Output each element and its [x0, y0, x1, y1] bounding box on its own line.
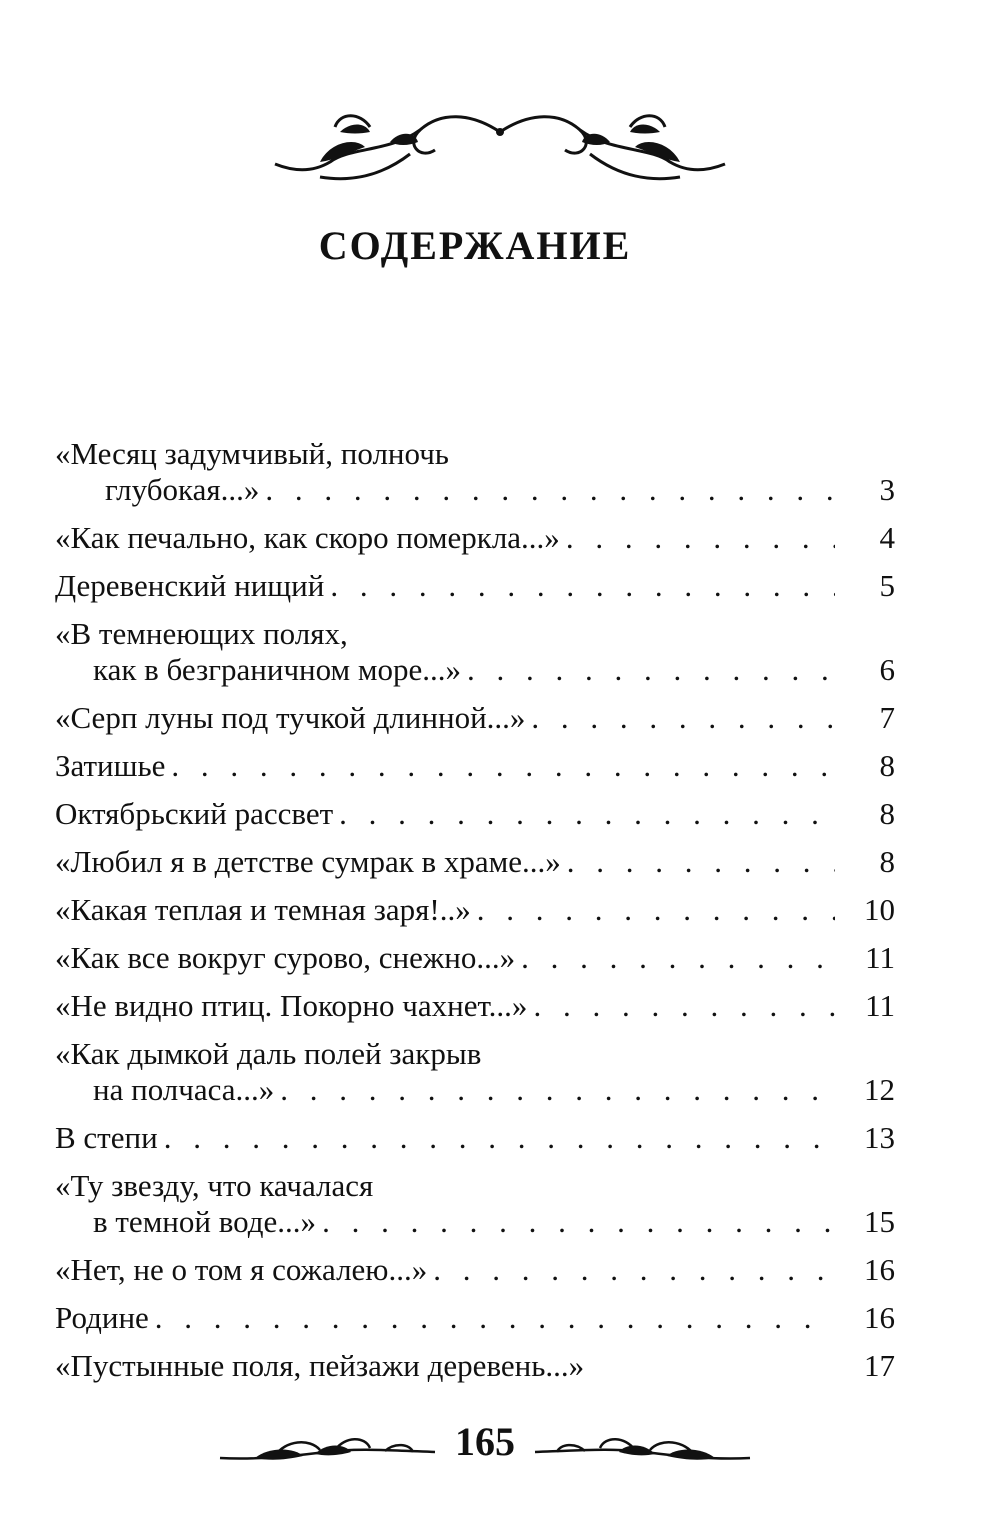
page-number: 165 [455, 1419, 515, 1464]
leader-dots [280, 1072, 835, 1108]
toc-entry-title-cont: как в безграничном море...» [93, 652, 462, 687]
toc-page-number: 11 [865, 940, 895, 975]
leader-dots [164, 1120, 835, 1156]
toc-entry-title: «Месяц задумчивый, полночь [55, 436, 449, 471]
leader-dots [265, 472, 835, 508]
leader-dots [433, 1252, 835, 1288]
leader-dots [477, 892, 835, 928]
leader-dots [171, 748, 835, 784]
toc-page-number: 12 [864, 1072, 895, 1107]
toc-entry[interactable] [55, 844, 895, 880]
toc-entry[interactable] [55, 568, 895, 604]
page-footer [215, 1412, 755, 1482]
toc-page-number: 16 [864, 1300, 895, 1335]
toc-entry-title: «Какая теплая и темная заря!..» [55, 892, 471, 927]
leader-dots [566, 520, 835, 556]
toc-entry-title: «Серп луны под тучкой длинной...» [55, 700, 526, 735]
toc-entry-title: «Не видно птиц. Покорно чахнет...» [55, 988, 528, 1023]
toc-page-number: 11 [865, 988, 895, 1023]
toc-entry[interactable] [55, 988, 895, 1024]
toc-entry-title: Затишье [55, 748, 166, 783]
toc-page-number: 8 [879, 748, 895, 783]
toc-entry[interactable] [55, 1348, 895, 1384]
toc-page-number: 16 [864, 1252, 895, 1287]
toc-entry[interactable] [55, 616, 895, 688]
toc-entry-title-cont: в темной воде...» [93, 1204, 317, 1239]
leader-dots [533, 988, 835, 1024]
toc-entry-title: «Как печально, как скоро померкла...» [55, 520, 560, 555]
toc-page-number: 4 [879, 520, 895, 555]
toc-entry-title: «Ту звезду, что качалася [55, 1168, 374, 1203]
scroll-flourish-icon [530, 1430, 755, 1470]
toc-entry[interactable] [55, 1252, 895, 1288]
toc-entry-title-cont: на полчаса...» [93, 1072, 275, 1107]
toc-entry[interactable] [55, 796, 895, 832]
toc-entry-title: «В темнеющих полях, [55, 616, 348, 651]
toc-entry-title: Октябрьский рассвет [55, 796, 334, 831]
table-of-contents [55, 436, 895, 1396]
toc-entry-title: Родине [55, 1300, 149, 1335]
toc-page-number: 8 [879, 844, 895, 879]
leader-dots [567, 844, 835, 880]
toc-page-number: 15 [864, 1204, 895, 1239]
leader-dots [531, 700, 835, 736]
toc-entry[interactable] [55, 1168, 895, 1240]
toc-page-number: 13 [864, 1120, 895, 1155]
leader-dots [467, 652, 835, 688]
toc-page-number: 6 [879, 652, 895, 687]
toc-entry-title: В степи [55, 1120, 158, 1155]
toc-entry-title: «Как все вокруг сурово, снежно...» [55, 940, 516, 975]
toc-page-number: 3 [879, 472, 895, 507]
floral-flourish-icon [270, 92, 730, 197]
toc-entry-title: Деревенский нищий [55, 568, 325, 603]
toc-entry[interactable] [55, 520, 895, 556]
page-title: СОДЕРЖАНИЕ [318, 223, 632, 268]
toc-entry-title: «Любил я в детстве сумрак в храме...» [55, 844, 561, 879]
leader-dots [322, 1204, 835, 1240]
leader-dots [330, 568, 835, 604]
leader-dots [155, 1300, 835, 1336]
toc-entry[interactable] [55, 892, 895, 928]
toc-page-number: 5 [879, 568, 895, 603]
toc-page-number: 10 [864, 892, 895, 927]
toc-entry-title-cont: глубокая...» [105, 472, 260, 507]
toc-page-number: 8 [879, 796, 895, 831]
toc-entry[interactable] [55, 700, 895, 736]
toc-entry[interactable] [55, 748, 895, 784]
toc-entry-title: «Нет, не о том я сожалею...» [55, 1252, 428, 1287]
toc-entry-title: «Как дымкой даль полей закрыв [55, 1036, 482, 1071]
leader-dots [339, 796, 835, 832]
toc-entry[interactable] [55, 1300, 895, 1336]
toc-entry[interactable] [55, 940, 895, 976]
leader-dots [521, 940, 835, 976]
toc-entry[interactable] [55, 1036, 895, 1108]
toc-entry-title: «Пустынные поля, пейзажи деревень...» [55, 1348, 585, 1383]
toc-page-number: 17 [864, 1348, 895, 1383]
toc-entry[interactable] [55, 436, 895, 508]
toc-page-number: 7 [879, 700, 895, 735]
toc-entry[interactable] [55, 1120, 895, 1156]
